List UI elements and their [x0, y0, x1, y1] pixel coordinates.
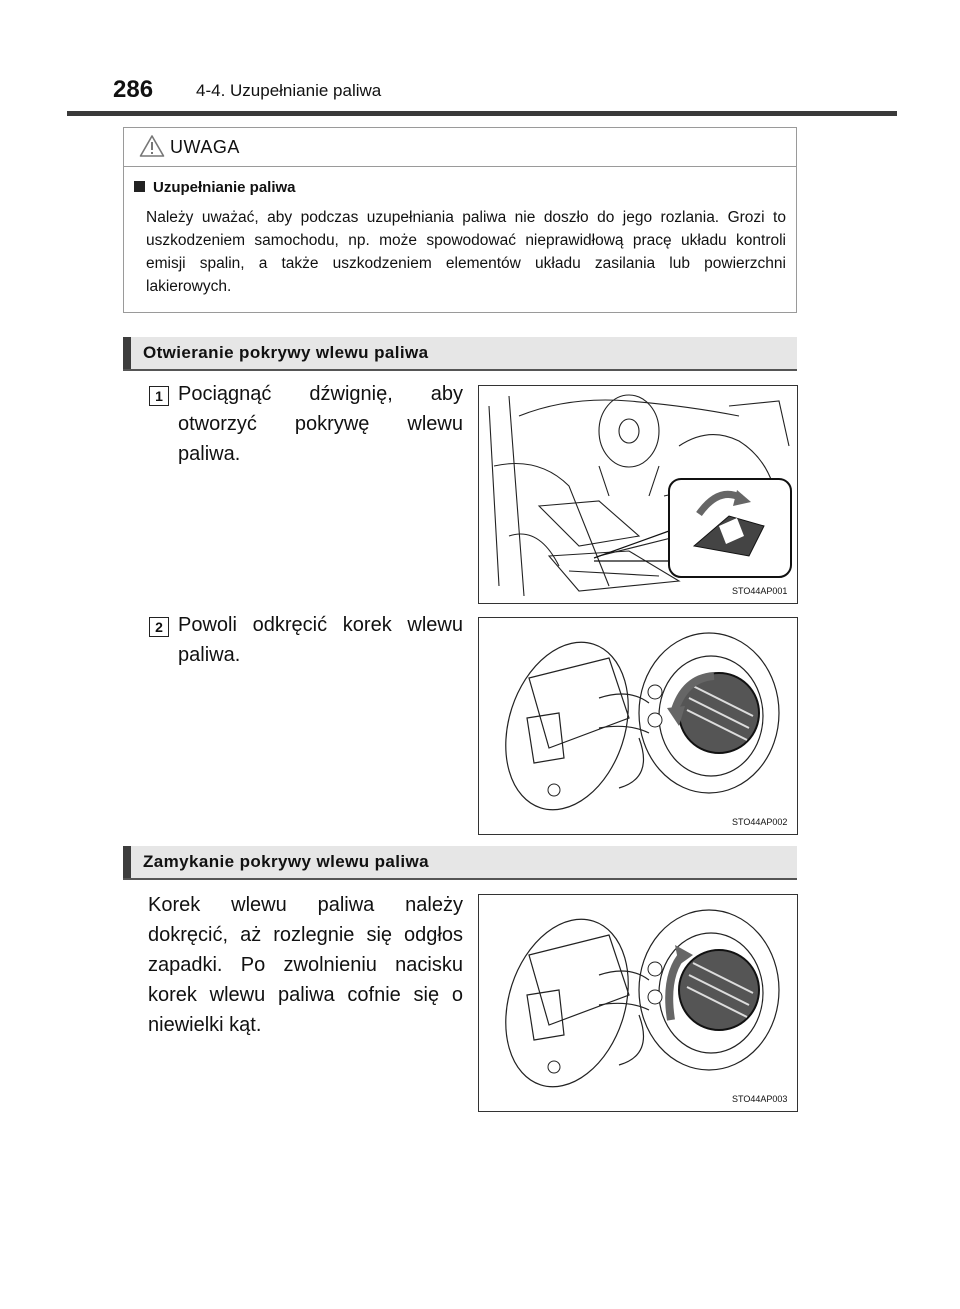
step-number-1: 1: [149, 386, 169, 406]
warning-triangle-icon: [139, 134, 165, 158]
figure-unscrew-cap: [478, 617, 798, 835]
section-title-close: Zamykanie pokrywy wlewu paliwa: [143, 852, 429, 871]
step-text-1: Pociągnąć dźwignię, aby otworzyć pokrywę wlewu paliwa.: [178, 383, 463, 465]
header-rule: [67, 111, 897, 116]
square-bullet-icon: [134, 181, 145, 192]
section-bar-close: [123, 846, 797, 880]
figure-close-cap: [478, 894, 798, 1112]
caution-box: [123, 127, 797, 313]
chapter-title: 4-4. Uzupełnianie paliwa: [196, 81, 382, 100]
section-title-open: Otwieranie pokrywy wlewu paliwa: [143, 343, 429, 362]
close-text: Korek wlewu paliwa należy dokręcić, aż rozlegnie się odgłos zapadki. Po zwolnieniu nacisku korek wlewu paliwa cofnie się o niewielki kąt.: [148, 894, 463, 1036]
caution-label: UWAGA: [170, 137, 240, 157]
car-interior-illustration: [479, 386, 797, 603]
figure-fuel-lever: [478, 385, 798, 604]
caution-subheading-text: Uzupełnianie paliwa: [153, 179, 296, 196]
figure-code: STO44AP003: [732, 1094, 788, 1104]
fuel-cap-open-illustration: [479, 618, 797, 834]
figure-code: STO44AP002: [732, 817, 788, 827]
page-number: 286: [113, 76, 154, 103]
caution-header: [124, 128, 796, 167]
figure-code: STO44AP001: [732, 586, 788, 596]
step-number-2: 2: [149, 617, 169, 637]
fuel-cap-close-illustration: [479, 895, 797, 1111]
section-bar-open: [123, 337, 797, 371]
caution-subheading: [134, 179, 296, 196]
caution-text: Należy uważać, aby podczas uzupełniania paliwa nie doszło do jego rozlania. Grozi to uszkodzeniem samochodu, np. może spowodować nieprawidłową pracę układu kontroli emisji spalin, a także uszkodzeniem elementów układu zasilania lub powierzchni lakierowych.: [146, 209, 786, 295]
step-text-2: Powoli odkręcić korek wlewu paliwa.: [178, 614, 463, 666]
